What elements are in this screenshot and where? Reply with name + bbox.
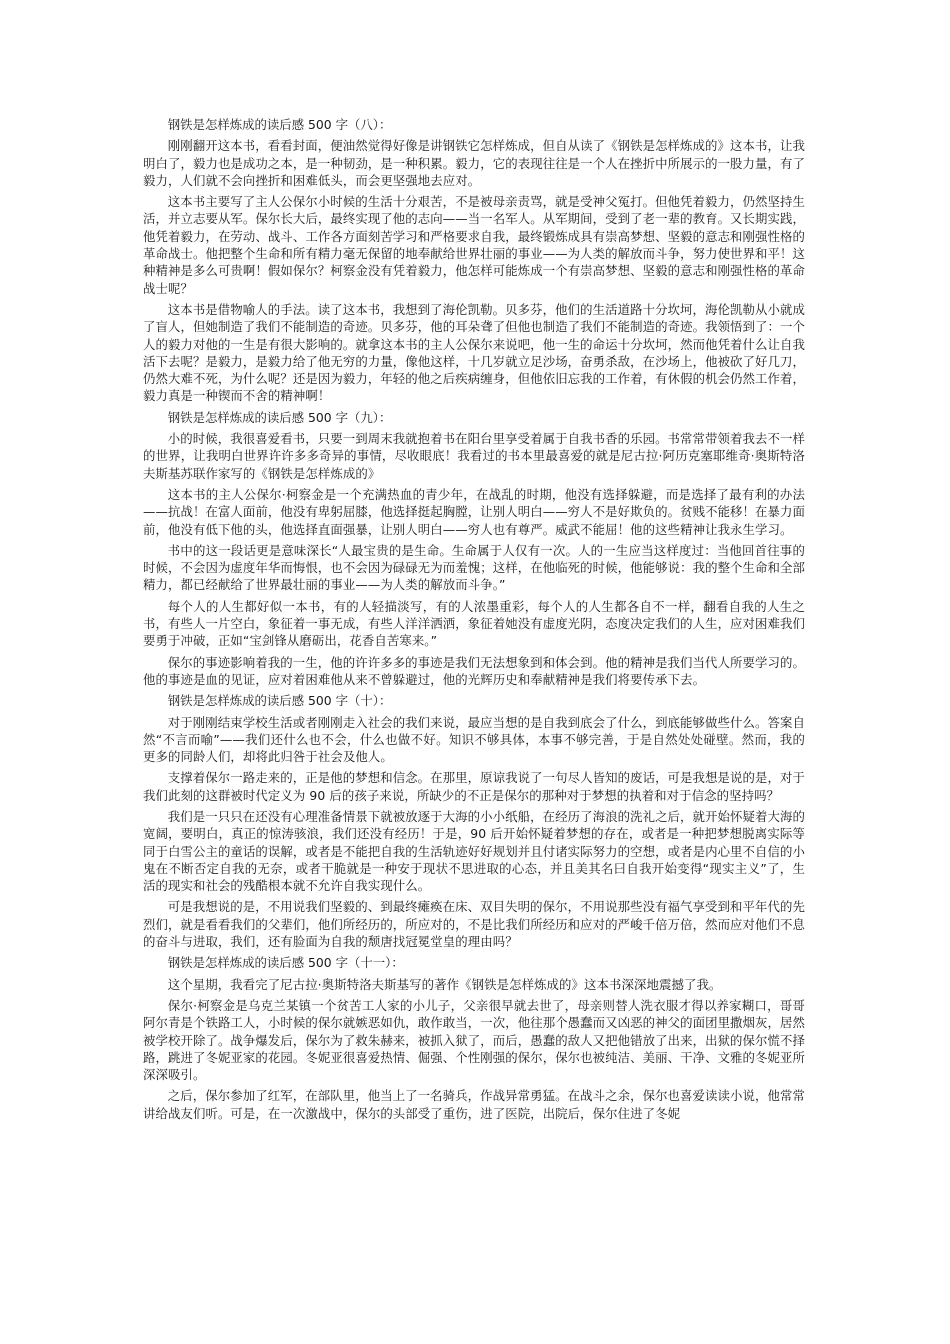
section-heading: 钢铁是怎样炼成的读后感 500 字（九）： — [167, 409, 392, 425]
body-paragraph: 支撑着保尔一路走来的，正是他的梦想和信念。在那里，原谅我说了一句尽人皆知的废话，可是我想是说的是，对于我们此刻的这群被时代定义为 90 后的孩子来说，所缺少的不正是保尔的那种对于梦想的执着和对于信念的坚持吗？ — [143, 770, 805, 803]
body-paragraph: 这本书主要写了主人公保尔小时候的生活十分艰苦，不是被母亲责骂，就是受神父冤打。但他凭着毅力，仍然坚持生活，并立志要从军。保尔长大后，最终实现了他的志向——当一名军人。从军期间，受到了老一辈的教育。又长期实践，他凭着毅力，在劳动、战斗、工作各方面刻苦学习和严格要求自我，最终锻炼成具有崇高梦想、坚毅的意志和刚强性格的革命战士。他把整个生命和所有精力毫无保留的地奉献给世界壮丽的事业——为人类的解放而斗争，努力使世界和平！这种精神是多么可贵啊！假如保尔？柯察金没有凭着毅力，他怎样可能炼成一个有崇高梦想、坚毅的意志和刚强性格的革命战士呢？ — [143, 194, 806, 296]
body-paragraph: 可是我想说的是，不用说我们坚毅的、到最终瘫痪在床、双目失明的保尔，不用说那些没有福气享受到和平年代的先烈们，就是看看我们的父辈们，他们所经历的，所应对的，不是比我们所经历和应对的严峻千倍万倍，然而应对他们不息的奋斗与进取，我们，还有脸面为自我的颓唐找冠冕堂皇的理由吗？ — [143, 899, 806, 950]
body-paragraph: 书中的这一段话更是意味深长“人最宝贵的是生命。生命属于人仅有一次。人的一生应当这样度过：当他回首往事的时候，不会因为虚度年华而悔恨，也不会因为碌碌无为而羞愧；这样，在他临死的时候，他能够说：我的整个生命和全部精力，都已经献给了世界最壮丽的事业——为人类的解放而斗争。” — [143, 542, 806, 593]
document-page — [143, 116, 805, 1126]
section-heading: 钢铁是怎样炼成的读后感 500 字（十）： — [167, 693, 392, 709]
body-paragraph: 对于刚刚结束学校生活或者刚刚走入社会的我们来说，最应当想的是自我到底会了什么，到底能够做些什么。答案自然“不言而喻”——我们还什么也不会，什么也做不好。知识不够具体，本事不够完善，于是自然处处碰壁。然而，我的更多的同龄人们，却将此归咎于社会及他人。 — [143, 714, 805, 765]
body-paragraph: 小的时候，我很喜爱看书，只要一到周末我就抱着书在阳台里享受着属于自我书香的乐园。书常常带领着我去不一样的世界，让我明白世界许许多多奇异的事情，尽收眼底！我看过的书本里最喜爱的就是尼古拉·阿历克塞耶维奇·奥斯特洛夫斯基苏联作家写的《钢铁是怎样炼成的》 — [143, 431, 805, 481]
section-heading: 钢铁是怎样炼成的读后感 500 字（八）： — [167, 117, 392, 132]
body-paragraph: 这本书的主人公保尔·柯察金是一个充满热血的青少年，在战乱的时期，他没有选择躲避，而是选择了最有利的办法——抗战！在富人面前，他没有卑躬屈膝，他选择挺起胸膛，让别人明白——穷人不是好欺负的。贫贱不能移！在暴力面前，他没有低下他的头，他选择直面强暴，让别人明白——穷人也有尊严。威武不能屈！他的这些精神让我永生学习。 — [143, 486, 806, 537]
body-paragraph: 之后，保尔参加了红军，在部队里，他当上了一名骑兵，作战异常勇猛。在战斗之余，保尔也喜爱读读小说，他常常讲给战友们听。可是，在一次激战中，保尔的头部受了重伤，进了医院，出院后，保尔住进了冬妮 — [143, 1088, 805, 1121]
section-heading: 钢铁是怎样炼成的读后感 500 字（十一）： — [167, 955, 404, 971]
body-paragraph: 刚刚翻开这本书，看看封面，便油然觉得好像是讲钢铁它怎样炼成，但自从读了《钢铁是怎样炼成的》这本书，让我明白了，毅力也是成功之本，是一种韧劲，是一种积累。毅力，它的表现往往是一个人在挫折中所展示的一股力量，有了毅力，人们就不会向挫折和困难低头，而会更坚强地去应对。 — [143, 138, 806, 188]
body-paragraph: 保尔·柯察金是乌克兰某镇一个贫苦工人家的小儿子，父亲很早就去世了，母亲则替人洗衣服才得以养家糊口，哥哥阿尔青是个铁路工人，小时候的保尔就嫉恶如仇，敢作敢当，一次，他往那个愚蠢而又凶恶的神父的面团里撒烟灰，居然被学校开除了。战争爆发后，保尔为了救朱赫来，被抓入狱了，而后，愚蠢的敌人又把他错放了出来，出狱的保尔慌不择路，跳进了冬妮亚家的花园。冬妮亚很喜爱热情、倔强、个性刚强的保尔，保尔也被纯洁、美丽、干净、文雅的冬妮亚所深深吸引。 — [143, 997, 806, 1083]
body-paragraph: 我们是一只只在还没有心理准备情景下就被放逐于大海的小小纸船，在经历了海浪的洗礼之后，就开始怀疑着大海的宽阔，要明白，真正的惊涛骇浪，我们还没有经历！于是，90 后开始怀疑着梦想的存在，或者是一种把梦想脱离实际等同于白雪公主的童话的误解，或者是不能把自我的生活轨迹好好规划并且付诸实际努力的空想，或者是内心里不自信的小鬼在不断否定自我的无奈，或者干脆就是一种安于现状不思进取的心态，并且美其名曰自我开始变得“现实主义”了，生活的现实和社会的残酷根本就不允许自我实现什么。 — [143, 808, 806, 894]
body-paragraph: 这本书是借物喻人的手法。读了这本书，我想到了海伦凯勒。贝多芬，他们的生活道路十分坎坷，海伦凯勒从小就成了盲人，但她制造了我们不能制造的奇迹。贝多芬，他的耳朵聋了但他也制造了我们不能制造的奇迹。我领悟到了：一个人的毅力对他的一生是有很大影响的。就拿这本书的主人公保尔来说吧，他一生的命运十分坎坷，然而他凭着什么让自我活下去呢？是毅力，是毅力给了他无穷的力量，像他这样，十几岁就立足沙场，奋勇杀敌，在沙场上，他被砍了好几刀，仍然大难不死，为什么呢？还是因为毅力，年轻的他之后疾病缠身，但他依旧忘我的工作着，有休假的机会仍然工作着，毅力真是一种锲而不舍的精神啊！ — [143, 301, 806, 404]
body-paragraph: 保尔的事迹影响着我的一生，他的许许多多的事迹是我们无法想象到和体会到。他的精神是我们当代人所要学习的。他的事迹是血的见证，应对着困难他从来不曾躲避过，他的光辉历史和奉献精神是我们将要传承下去。 — [143, 654, 805, 687]
body-paragraph: 每个人的人生都好似一本书，有的人轻描淡写，有的人浓墨重彩，每个人的人生都各自不一样，翻看自我的人生之书，有些人一片空白，象征着一事无成，有些人洋洋洒洒，象征着她没有虚度光阴，态度决定我们的人生，应对困难我们要勇于冲破，正如“宝剑锋从磨砺出，花香自苦寒来。” — [143, 598, 806, 649]
body-paragraph: 这个星期，我看完了尼古拉·奥斯特洛夫斯基写的著作《钢铁是怎样炼成的》这本书深深地震撼了我。 — [167, 976, 722, 992]
